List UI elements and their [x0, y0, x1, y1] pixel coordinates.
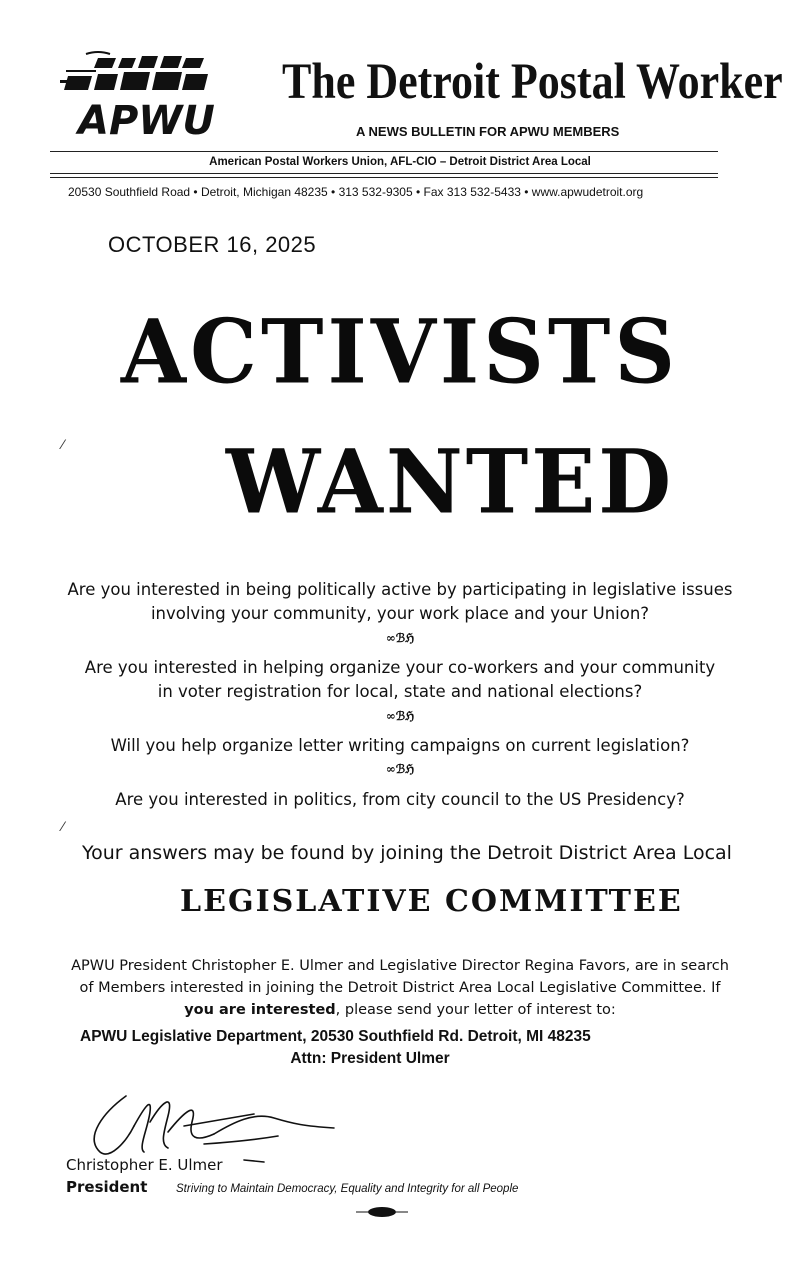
- question-line: Are you interested in helping organize your co-workers and your community: [84, 658, 716, 677]
- body-line: of Members interested in joining the Detroit District Area Local Legislative Committee. If: [79, 980, 721, 996]
- ornament-divider: ∞ℬℌ: [385, 709, 415, 723]
- body-line: [0, 999, 800, 1021]
- question-politics: Are you interested in politics, from city council to the US Presidency?: [115, 790, 685, 809]
- answers-line: Your answers may be found by joining the Detroit District Area Local: [82, 842, 732, 864]
- question-political-activity: [0, 578, 800, 626]
- issue-date: OCTOBER 16, 2025: [108, 232, 317, 257]
- scan-mark: ⁄: [62, 436, 65, 452]
- signer-role: President: [66, 1178, 148, 1196]
- union-bug-icon: [352, 1205, 412, 1221]
- mailing-address: APWU Legislative Department, 20530 Southfield Rd. Detroit, MI 48235: [80, 1028, 591, 1045]
- search-announcement: [0, 955, 800, 1021]
- newsletter-title: The Detroit Postal Worker: [282, 53, 783, 110]
- logo-text: APWU: [78, 98, 215, 142]
- question-voter-registration: [0, 656, 800, 704]
- ornament-divider: ∞ℬℌ: [385, 631, 415, 645]
- masthead-rule-bottom: [50, 177, 718, 178]
- scan-mark: ⁄: [62, 818, 65, 834]
- union-motto: Striving to Maintain Democracy, Equality and Integrity for all People: [176, 1183, 519, 1195]
- body-emphasis: you are interested: [184, 1002, 336, 1018]
- contact-address-line: 20530 Southfield Road • Detroit, Michigan 48235 • 313 532-9305 • Fax 313 532-5433 • www.apwudetroit.org: [68, 185, 644, 199]
- union-affiliation: American Postal Workers Union, AFL-CIO – Detroit District Area Local: [209, 156, 591, 168]
- question-letter-writing: Will you help organize letter writing campaigns on current legislation?: [110, 736, 690, 755]
- apwu-logo: [58, 50, 238, 142]
- masthead-rule-middle: [50, 173, 718, 174]
- question-line: in voter registration for local, state and national elections?: [157, 682, 643, 701]
- committee-title: LEGISLATIVE COMMITTEE: [180, 884, 683, 919]
- signer-name: Christopher E. Ulmer: [66, 1156, 223, 1174]
- masthead-rule-top: [50, 151, 718, 152]
- newsletter-tagline: A NEWS BULLETIN FOR APWU MEMBERS: [356, 124, 620, 139]
- headline-wanted: WANTED: [225, 429, 675, 534]
- question-line: involving your community, your work place and your Union?: [150, 604, 650, 623]
- ornament-divider: ∞ℬℌ: [385, 762, 415, 776]
- headline-activists: ACTIVISTS: [120, 299, 680, 404]
- mailing-attention: Attn: President Ulmer: [290, 1050, 450, 1067]
- body-line: APWU President Christopher E. Ulmer and Legislative Director Regina Favors, are in search: [71, 958, 729, 974]
- body-line-rest: , please send your letter of interest to:: [335, 1002, 616, 1018]
- question-line: Are you interested in being politically active by participating in legislative issues: [67, 580, 733, 599]
